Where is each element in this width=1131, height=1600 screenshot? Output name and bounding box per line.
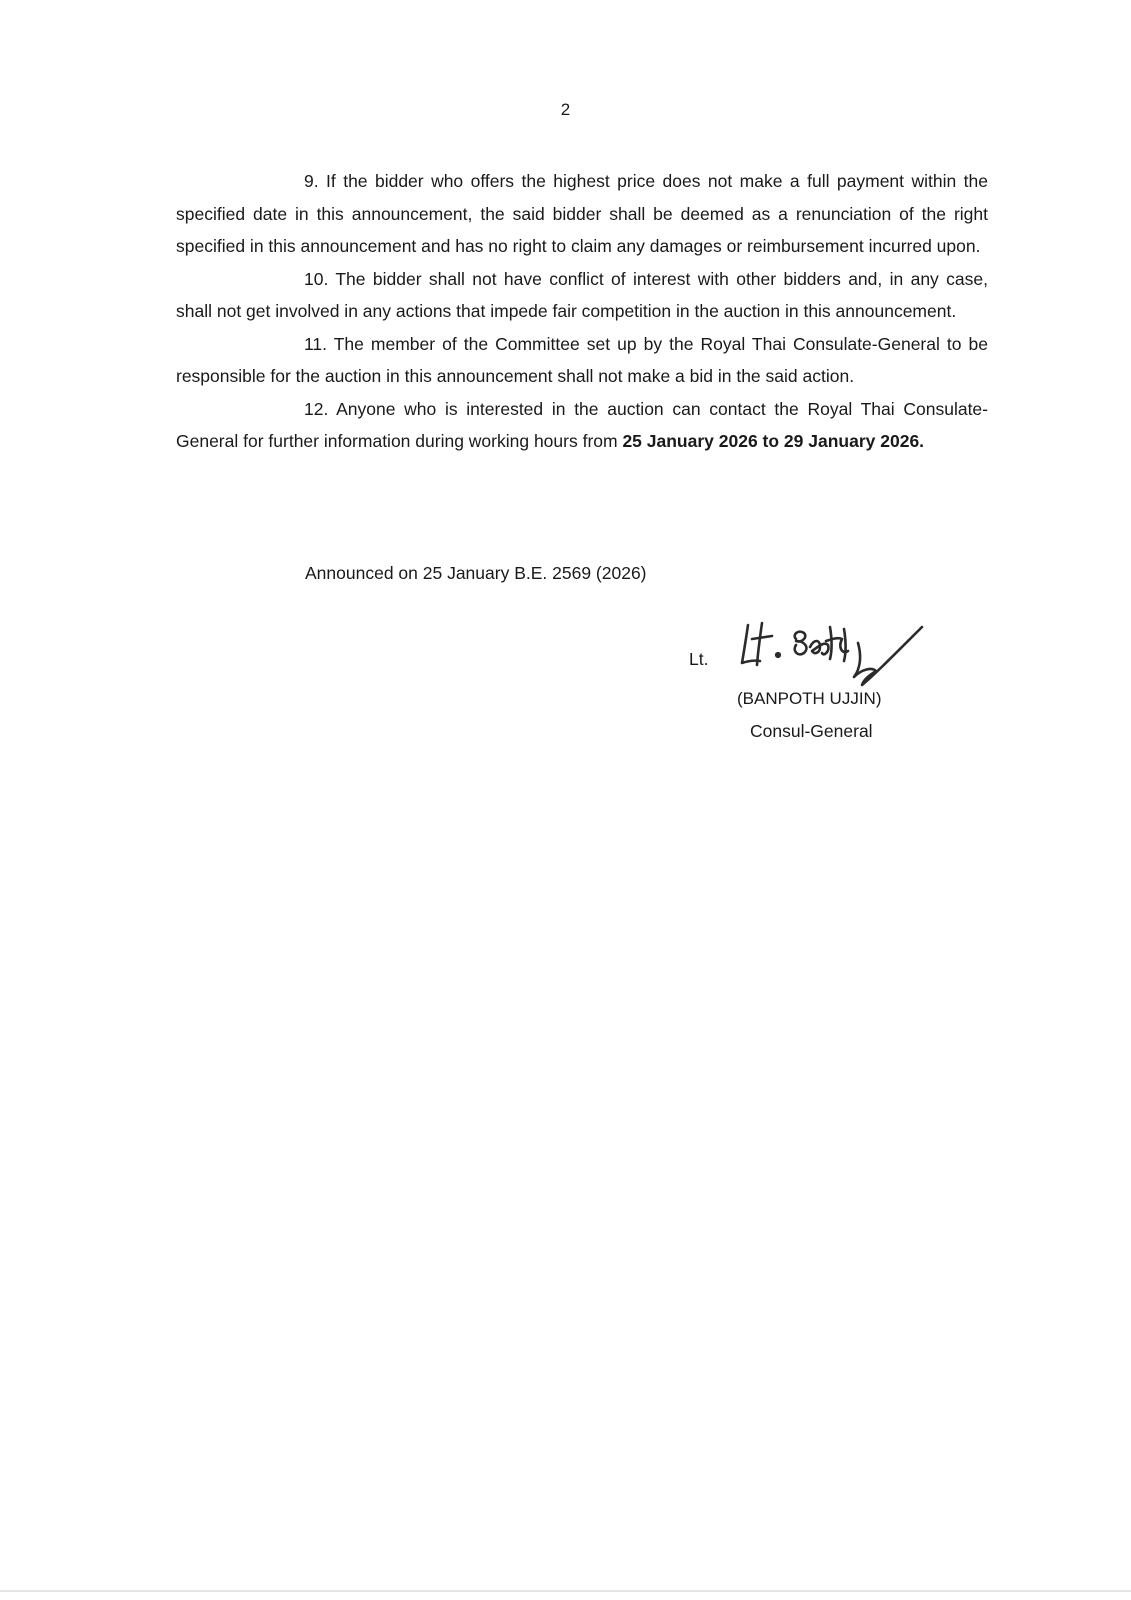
clause-9: 9. If the bidder who offers the highest price does not make a full payment within the specified date in this announcement, the said bidder shall be deemed as a renunciation of the right specified in this announcement and has no right to claim any damages or reimbursement incurred upon. [176,171,988,256]
signatory-rank: Lt. [689,649,709,669]
clause-11: 11. The member of the Committee set up by the Royal Thai Consulate-General to be responsible for the auction in this announcement shall not make a bid in the said action. [176,333,988,386]
page-number: 2 [560,100,571,119]
announcement-date: Announced on 25 January B.E. 2569 (2026) [305,563,647,583]
clause-12-text: 12. Anyone who is interested in the auction can contact the Royal Thai Consulate-General for further information during working hours from [176,398,988,451]
signatory-name: (BANPOTH UJJIN) [737,689,882,708]
clause-10: 10. The bidder shall not have conflict of interest with other bidders and, in any case, shall not get involved in any actions that impede fair competition in the auction in this announcement. [176,268,988,321]
signatory-title: Consul-General [750,721,873,741]
page-bottom-edge [0,1590,1131,1592]
document-body [176,165,988,458]
handwritten-signature [738,617,928,697]
contact-dates: 25 January 2026 to 29 January 2026. [622,431,925,451]
clause-12 [176,393,988,458]
